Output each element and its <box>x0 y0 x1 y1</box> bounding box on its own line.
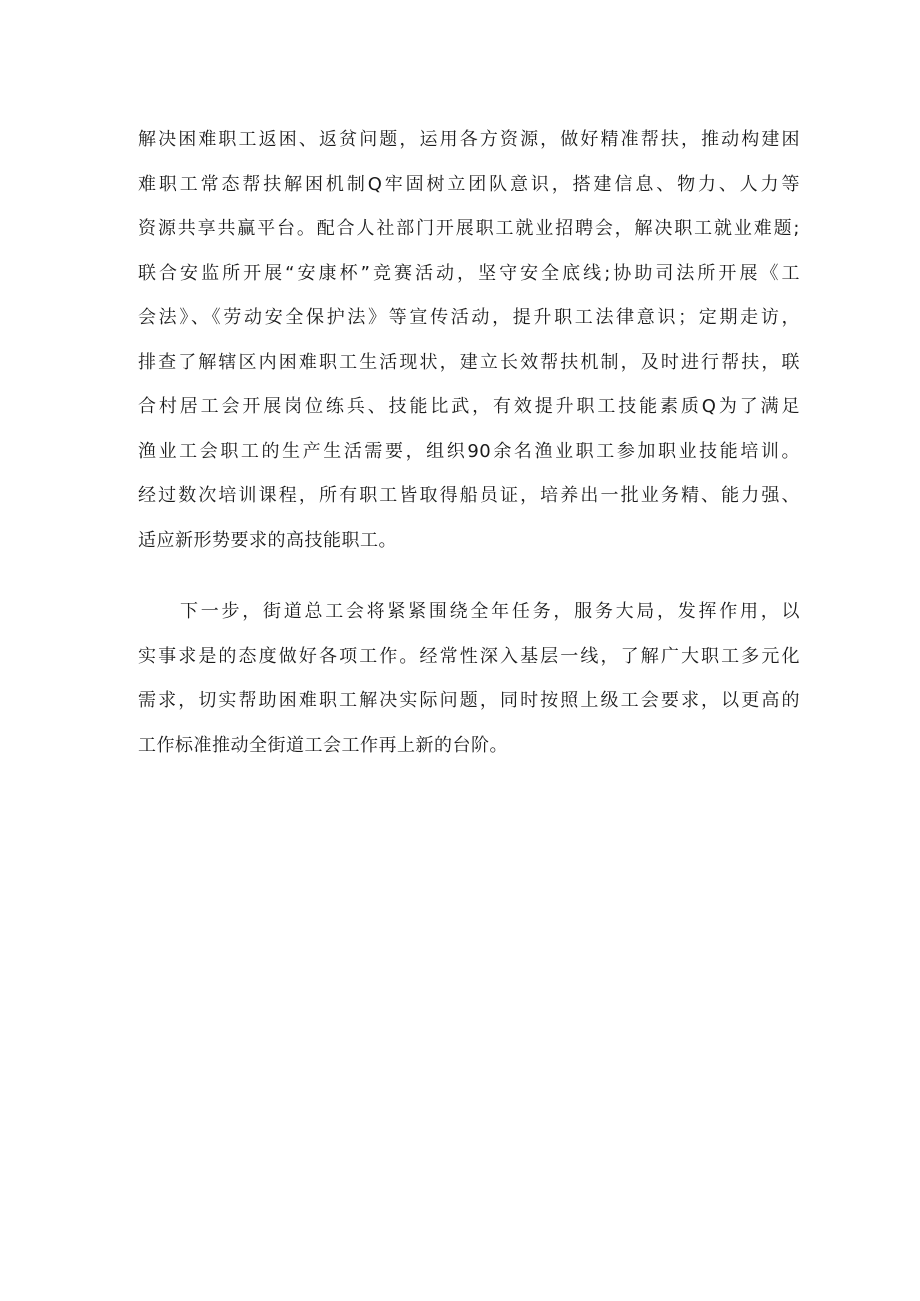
paragraph-line: 难职工常态帮扶解困机制Q牢固树立团队意识，搭建信息、物力、人力等 <box>138 173 800 195</box>
paragraph-1 <box>138 118 800 563</box>
paragraph-line: 排查了解辖区内困难职工生活现状，建立长效帮扶机制，及时进行帮扶，联 <box>138 351 800 373</box>
paragraph-line: 工作标准推动全街道工会工作再上新的台阶。 <box>138 734 508 756</box>
paragraph-2 <box>138 590 800 768</box>
paragraph-line: 会法》、《劳动安全保护法》等宣传活动，提升职工法律意识；定期走访， <box>138 307 800 328</box>
paragraph-line: 经过数次培训课程，所有职工皆取得船员证，培养出一批业务精、能力强、 <box>138 485 800 506</box>
paragraph-line: 解决困难职工返困、返贫问题，运用各方资源，做好精准帮扶，推动构建困 <box>138 129 800 150</box>
paragraph-line: 实事求是的态度做好各项工作。经常性深入基层一线，了解广大职工多元化 <box>138 645 800 667</box>
paragraph-line: 适应新形势要求的高技能职工。 <box>138 529 397 551</box>
paragraph-line: 下一步，街道总工会将紧紧围绕全年任务，服务大局，发挥作用，以 <box>180 601 800 622</box>
paragraph-line: 需求，切实帮助困难职工解决实际问题，同时按照上级工会要求，以更高的 <box>138 690 800 711</box>
paragraph-line: 渔业工会职工的生产生活需要，组织90余名渔业职工参加职业技能培训。 <box>138 440 800 462</box>
document-body <box>138 118 800 768</box>
paragraph-line: 资源共享共赢平台。配合人社部门开展职工就业招聘会，解决职工就业难题; <box>138 218 800 239</box>
paragraph-line: 联合安监所开展“安康杯”竞赛活动，坚守安全底线;协助司法所开展《工 <box>138 262 800 284</box>
paragraph-line: 合村居工会开展岗位练兵、技能比武，有效提升职工技能素质Q为了满足 <box>138 396 800 417</box>
paragraph-spacer <box>138 563 800 590</box>
